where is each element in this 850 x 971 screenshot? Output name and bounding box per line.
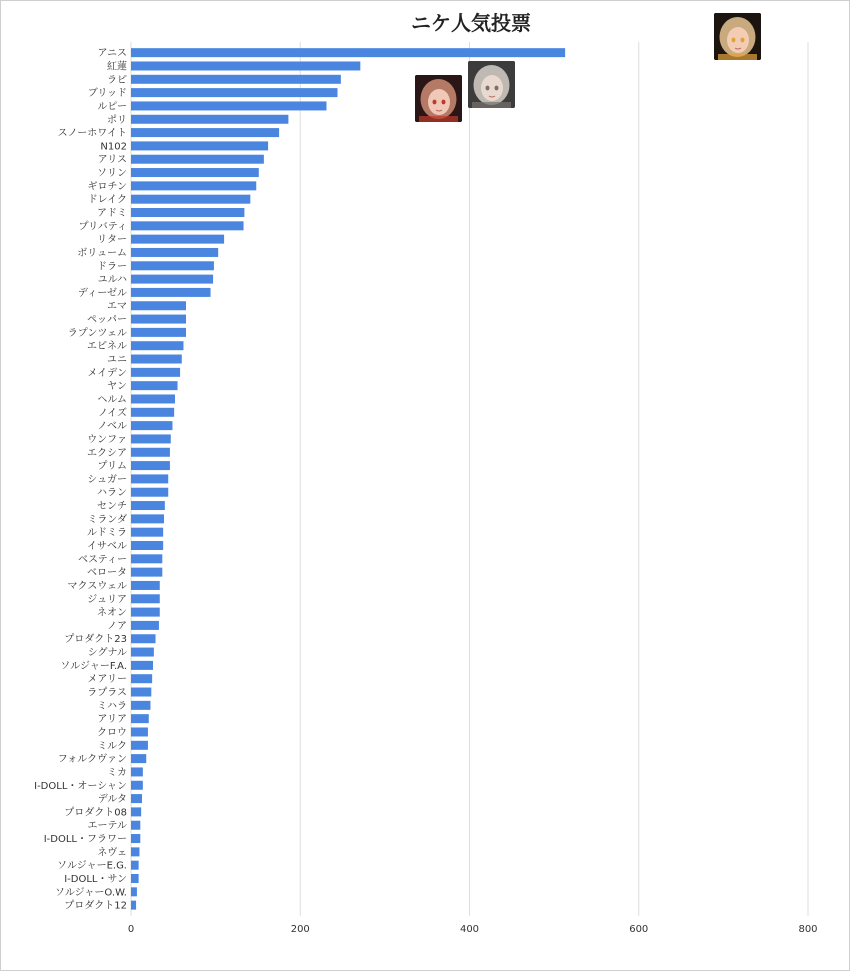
bar xyxy=(131,301,186,310)
category-label: ルドミラ xyxy=(87,527,127,539)
bar xyxy=(131,101,326,110)
x-tick-label: 0 xyxy=(127,923,135,935)
bar xyxy=(131,461,170,470)
category-label: エピネル xyxy=(87,341,127,353)
category-label: プロダクト12 xyxy=(64,900,127,912)
category-label: N102 xyxy=(100,141,127,153)
bar xyxy=(131,648,154,657)
portrait-image xyxy=(415,75,462,122)
category-label: リター xyxy=(97,234,127,246)
category-label: ユニ xyxy=(107,354,127,366)
category-label: ウンファ xyxy=(87,434,127,446)
category-label: アニス xyxy=(97,48,127,60)
bar xyxy=(131,874,139,883)
bar xyxy=(131,861,139,870)
bar xyxy=(131,381,178,390)
category-label: ミランダ xyxy=(87,514,127,526)
category-label: ドレイク xyxy=(87,194,127,206)
category-label: ヤン xyxy=(107,381,127,393)
category-label: ルピー xyxy=(97,101,127,113)
x-tick-label: 600 xyxy=(629,923,649,935)
bar xyxy=(131,75,341,84)
bar xyxy=(131,701,150,710)
category-label: スノーホワイト xyxy=(57,128,127,140)
category-label: アドミ xyxy=(97,208,127,219)
bar xyxy=(131,514,164,523)
bar xyxy=(131,328,186,337)
bar xyxy=(131,741,148,750)
category-label: ユルハ xyxy=(97,274,127,286)
category-label: エーテル xyxy=(87,820,127,832)
bar xyxy=(131,128,279,137)
bar xyxy=(131,488,168,497)
category-label: ラプンツェル xyxy=(67,327,127,339)
bar xyxy=(131,355,182,364)
bar xyxy=(131,248,218,257)
category-label: I-DOLL・サン xyxy=(64,874,127,885)
category-label: ベロータ xyxy=(87,567,127,579)
bar xyxy=(131,727,148,736)
bar xyxy=(131,261,214,270)
category-label: センチ xyxy=(97,501,127,513)
bar xyxy=(131,887,137,896)
category-label: クロウ xyxy=(97,727,127,739)
bar xyxy=(131,901,136,910)
category-label: 紅蓮 xyxy=(107,61,127,73)
bar xyxy=(131,847,139,856)
category-label: ハラン xyxy=(97,487,127,499)
bar xyxy=(131,421,172,430)
chart-title: ニケ人気投票 xyxy=(411,11,531,35)
bar xyxy=(131,568,162,577)
category-label: ソルジャーE.G. xyxy=(57,860,127,872)
category-label: ペッパー xyxy=(87,314,127,326)
bar xyxy=(131,474,168,483)
category-label: ネヴェ xyxy=(97,847,127,859)
category-label: ラピ xyxy=(107,74,127,86)
category-label: エクシア xyxy=(87,447,127,459)
bar xyxy=(131,235,224,244)
bar xyxy=(131,115,288,124)
bar xyxy=(131,821,140,830)
bar xyxy=(131,767,143,776)
category-label: プリバティ xyxy=(78,221,127,233)
bar xyxy=(131,275,213,284)
bar xyxy=(131,368,180,377)
bar xyxy=(131,501,165,510)
bar xyxy=(131,714,149,723)
portrait-image xyxy=(468,61,515,108)
bar xyxy=(131,341,183,350)
bar xyxy=(131,155,264,164)
category-label: プリム xyxy=(97,461,127,473)
bar xyxy=(131,88,337,97)
category-label: デルタ xyxy=(97,794,127,806)
bar xyxy=(131,621,159,630)
category-label: ノベル xyxy=(97,421,127,433)
bar xyxy=(131,608,160,617)
category-label: エマ xyxy=(107,301,127,313)
bar xyxy=(131,528,163,537)
category-label: シュガー xyxy=(87,474,127,486)
category-label: I-DOLL・オーシャン xyxy=(34,780,127,792)
category-label: ラプラス xyxy=(87,687,127,699)
bar xyxy=(131,168,259,177)
category-label: ネオン xyxy=(97,607,127,619)
category-label: イサベル xyxy=(87,541,127,552)
category-label: ポリ xyxy=(107,114,127,126)
x-tick-label: 200 xyxy=(290,923,310,935)
character-portrait-icon xyxy=(714,13,761,60)
category-label: メアリー xyxy=(87,674,127,686)
category-label: ノイズ xyxy=(98,407,127,419)
bar xyxy=(131,554,162,563)
category-label: アリス xyxy=(97,154,127,166)
x-tick-label: 800 xyxy=(798,923,818,935)
bar-chart xyxy=(1,1,849,970)
category-label: ノア xyxy=(107,620,127,632)
bar xyxy=(131,315,186,324)
category-label: シグナル xyxy=(87,647,127,659)
character-portrait-icon xyxy=(415,75,462,122)
bar xyxy=(131,448,170,457)
category-label: ソリン xyxy=(97,168,127,180)
category-label: アリア xyxy=(97,714,127,726)
category-label: フォルクヴァン xyxy=(57,754,127,766)
category-label: ヘルム xyxy=(97,394,127,406)
bar xyxy=(131,594,160,603)
bar xyxy=(131,48,565,57)
character-portrait-icon xyxy=(468,61,515,108)
bar xyxy=(131,181,256,190)
category-label: ディーゼル xyxy=(78,287,127,299)
category-label: メイデン xyxy=(87,367,127,379)
category-label: I-DOLL・フラワー xyxy=(43,834,127,846)
bar xyxy=(131,581,160,590)
bar xyxy=(131,807,141,816)
portrait-image xyxy=(714,13,761,60)
category-label: ミハラ xyxy=(97,700,127,712)
bar xyxy=(131,195,250,204)
category-label: プロダクト08 xyxy=(64,807,127,819)
category-label: マクスウェル xyxy=(67,580,127,592)
category-label: プロダクト23 xyxy=(64,634,127,646)
category-label: ミカ xyxy=(107,767,127,779)
category-label: ボリューム xyxy=(77,247,127,259)
category-label: ブリッド xyxy=(87,88,127,100)
bar xyxy=(131,541,163,550)
bar xyxy=(131,434,171,443)
bar xyxy=(131,221,244,230)
category-label: ソルジャーF.A. xyxy=(60,660,127,672)
bar xyxy=(131,408,174,417)
bar xyxy=(131,661,153,670)
bar xyxy=(131,394,175,403)
bar xyxy=(131,674,152,683)
bar xyxy=(131,208,244,217)
bar xyxy=(131,781,143,790)
bar xyxy=(131,688,151,697)
category-label: ドラー xyxy=(97,261,127,273)
bar xyxy=(131,794,142,803)
category-label: ミルク xyxy=(97,740,127,752)
x-tick-label: 400 xyxy=(459,923,480,935)
bar xyxy=(131,634,156,643)
category-label: ベスティー xyxy=(78,554,127,566)
bar xyxy=(131,141,268,150)
bar xyxy=(131,834,140,843)
bar xyxy=(131,61,360,70)
bar xyxy=(131,288,211,297)
category-label: ジュリア xyxy=(87,594,127,606)
category-label: ギロチン xyxy=(87,181,127,193)
category-label: ソルジャーO.W. xyxy=(54,887,127,899)
bar xyxy=(131,754,146,763)
